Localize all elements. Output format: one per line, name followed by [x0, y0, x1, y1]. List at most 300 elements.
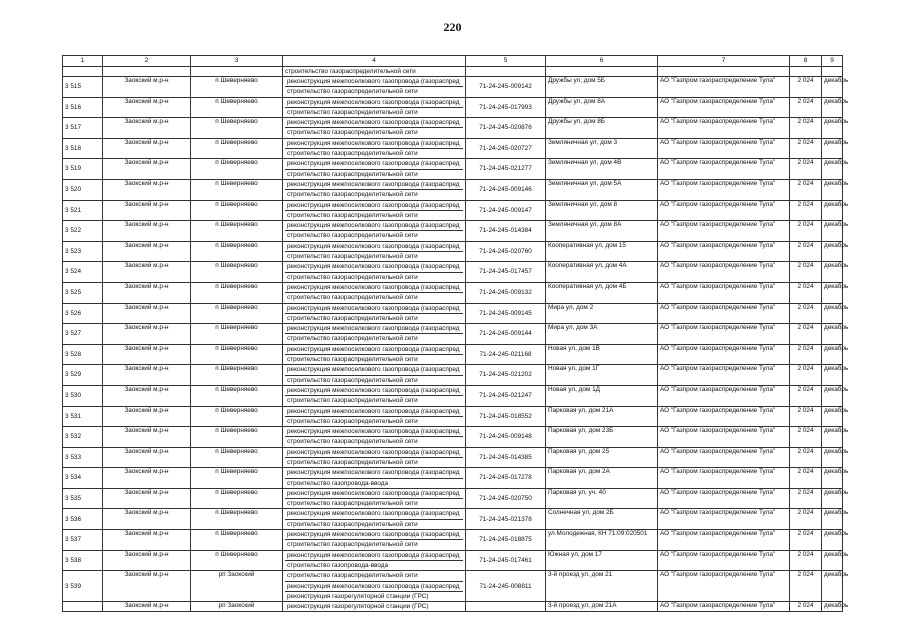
application-code-cell: 71-24-245-021168	[466, 344, 546, 365]
organization-cell: АО "Газпром газораспределение Тула"	[658, 200, 790, 221]
month-cell: декабрь	[822, 571, 843, 602]
row-number-cell: 3 518	[63, 138, 103, 159]
address-cell: Земляничная ул, дом 4В	[546, 159, 658, 180]
year-cell: 2 024	[790, 406, 822, 427]
work-type-line: строительство газораспределительной сети	[287, 170, 418, 178]
work-type-line: строительство газораспределительной сети	[287, 273, 418, 281]
district-cell: Заокский м.р-н	[103, 365, 191, 386]
registry-table	[62, 55, 849, 612]
application-code-cell: 71-24-245-021202	[466, 365, 546, 386]
table-row	[63, 241, 843, 262]
work-type-line: реконструкция межпоселкового газопровода (газораспред	[285, 489, 463, 499]
district-cell: Заокский м.р-н	[103, 179, 191, 200]
year-cell: 2 024	[790, 77, 822, 98]
year-cell: 2 024	[790, 602, 822, 612]
district-cell: Заокский м.р-н	[103, 282, 191, 303]
district-cell: Заокский м.р-н	[103, 138, 191, 159]
month-cell: декабрь	[822, 138, 843, 159]
district-cell: Заокский м.р-н	[103, 303, 191, 324]
district-cell: Заокский м.р-н	[103, 602, 191, 612]
work-type-line: реконструкция межпоселкового газопровода (газораспред	[285, 582, 463, 592]
locality-cell: п Шеверняево	[191, 77, 283, 98]
locality-cell: п Шеверняево	[191, 365, 283, 386]
work-type-cell	[283, 138, 466, 159]
row-number-cell: 3 522	[63, 221, 103, 242]
district-cell: Заокский м.р-н	[103, 447, 191, 468]
year-cell: 2 024	[790, 324, 822, 345]
work-type-cell	[283, 509, 466, 530]
locality-cell: п Шеверняево	[191, 241, 283, 262]
carry-over-cell	[466, 67, 546, 77]
work-type-cell	[283, 468, 466, 489]
locality-cell: п Шеверняево	[191, 488, 283, 509]
work-type-line: строительство газораспределительной сети	[287, 335, 418, 343]
row-number-cell: 3 515	[63, 77, 103, 98]
row-number-cell: 3 516	[63, 97, 103, 118]
address-cell: Новая ул, дом 1Г	[546, 365, 658, 386]
work-type-cell	[283, 385, 466, 406]
locality-cell: п Шеверняево	[191, 159, 283, 180]
locality-cell: рп Заокский	[191, 602, 283, 612]
work-type-cell	[283, 179, 466, 200]
work-type-line: строительство газораспределительной сети	[287, 541, 418, 549]
column-header-6: 6	[546, 56, 658, 67]
carry-over-cell	[790, 67, 822, 77]
work-type-line: строительство газораспределительной сети	[287, 417, 418, 425]
carry-over-work-cell: строительство газораспределительной сети	[283, 67, 466, 77]
work-type-line: строительство газораспределительной сети	[287, 108, 418, 116]
table-row	[63, 179, 843, 200]
work-type-line: реконструкция межпоселкового газопровода (газораспред	[285, 221, 463, 231]
organization-cell: АО "Газпром газораспределение Тула"	[658, 138, 790, 159]
month-cell: декабрь	[822, 221, 843, 242]
organization-cell: АО "Газпром газораспределение Тула"	[658, 344, 790, 365]
address-cell: Парковая ул, дом 25	[546, 447, 658, 468]
year-cell: 2 024	[790, 468, 822, 489]
address-cell: Южная ул, дом 17	[546, 550, 658, 571]
address-cell: Земляничная ул, дом 3	[546, 138, 658, 159]
organization-cell: АО "Газпром газораспределение Тула"	[658, 179, 790, 200]
year-cell: 2 024	[790, 427, 822, 448]
column-header-3: 3	[191, 56, 283, 67]
address-cell: 3-й проезд ул, дом 21	[546, 571, 658, 602]
organization-cell: АО "Газпром газораспределение Тула"	[658, 97, 790, 118]
application-code-cell: 71-24-245-008811	[466, 571, 546, 602]
locality-cell: п Шеверняево	[191, 427, 283, 448]
application-code-cell: 71-24-245-020727	[466, 138, 546, 159]
table-row	[63, 468, 843, 489]
month-cell: декабрь	[822, 303, 843, 324]
row-number-cell: 3 517	[63, 118, 103, 139]
table-row	[63, 138, 843, 159]
work-type-line: строительство газораспределительной сети	[287, 376, 418, 384]
locality-cell: п Шеверняево	[191, 385, 283, 406]
application-code-cell: 71-24-245-021378	[466, 509, 546, 530]
table-row	[63, 385, 843, 406]
organization-cell: АО "Газпром газораспределение Тула"	[658, 324, 790, 345]
row-number-cell: 3 529	[63, 365, 103, 386]
row-number-cell: 3 538	[63, 550, 103, 571]
work-type-cell	[283, 97, 466, 118]
work-type-cell	[283, 221, 466, 242]
work-type-line: строительство газораспределительной сети	[287, 129, 418, 137]
address-cell: 3-й проезд ул, дом 21А	[546, 602, 658, 612]
work-type-line: реконструкция газорегуляторной станции (ГРС)	[287, 603, 429, 611]
carry-over-row	[63, 67, 843, 77]
table-row	[63, 530, 843, 551]
work-type-cell	[283, 77, 466, 98]
month-cell: декабрь	[822, 97, 843, 118]
application-code-cell	[466, 602, 546, 612]
district-cell: Заокский м.р-н	[103, 550, 191, 571]
work-type-line: реконструкция межпоселкового газопровода (газораспред	[285, 283, 463, 293]
row-number-cell: 3 525	[63, 282, 103, 303]
application-code-cell: 71-24-245-009146	[466, 179, 546, 200]
application-code-cell: 71-24-245-020750	[466, 488, 546, 509]
row-number-cell: 3 536	[63, 509, 103, 530]
organization-cell: АО "Газпром газораспределение Тула"	[658, 221, 790, 242]
district-cell: Заокский м.р-н	[103, 344, 191, 365]
district-cell: Заокский м.р-н	[103, 509, 191, 530]
application-code-cell: 71-24-245-009148	[466, 427, 546, 448]
application-code-cell: 71-24-245-009145	[466, 303, 546, 324]
work-type-line: реконструкция межпоселкового газопровода (газораспред	[285, 180, 463, 190]
column-header-8: 8	[790, 56, 822, 67]
row-number-cell: 3 533	[63, 447, 103, 468]
table-row	[63, 571, 843, 602]
organization-cell: АО "Газпром газораспределение Тула"	[658, 406, 790, 427]
month-cell: декабрь	[822, 406, 843, 427]
locality-cell: рп Заокский	[191, 571, 283, 602]
district-cell: Заокский м.р-н	[103, 262, 191, 283]
month-cell: декабрь	[822, 241, 843, 262]
year-cell: 2 024	[790, 97, 822, 118]
month-cell: декабрь	[822, 488, 843, 509]
address-cell: Мира ул, дом 2	[546, 303, 658, 324]
year-cell: 2 024	[790, 179, 822, 200]
locality-cell: п Шеверняево	[191, 468, 283, 489]
application-code-cell: 71-24-245-018875	[466, 530, 546, 551]
application-code-cell: 71-24-245-020876	[466, 118, 546, 139]
month-cell: декабрь	[822, 427, 843, 448]
locality-cell: п Шеверняево	[191, 530, 283, 551]
work-type-line: реконструкция межпоселкового газопровода (газораспред	[285, 345, 463, 355]
district-cell: Заокский м.р-н	[103, 385, 191, 406]
month-cell: декабрь	[822, 77, 843, 98]
column-header-9: 9	[822, 56, 843, 67]
district-cell: Заокский м.р-н	[103, 468, 191, 489]
organization-cell: АО "Газпром газораспределение Тула"	[658, 241, 790, 262]
work-type-cell	[283, 406, 466, 427]
district-cell: Заокский м.р-н	[103, 488, 191, 509]
table-row	[63, 344, 843, 365]
table-row	[63, 488, 843, 509]
month-cell: декабрь	[822, 550, 843, 571]
work-type-line: реконструкция межпоселкового газопровода (газораспред	[285, 201, 463, 211]
month-cell: декабрь	[822, 509, 843, 530]
work-type-cell	[283, 550, 466, 571]
work-type-line: реконструкция межпоселкового газопровода (газораспред	[285, 304, 463, 314]
month-cell: декабрь	[822, 324, 843, 345]
district-cell: Заокский м.р-н	[103, 241, 191, 262]
year-cell: 2 024	[790, 159, 822, 180]
work-type-cell	[283, 344, 466, 365]
year-cell: 2 024	[790, 241, 822, 262]
locality-cell: п Шеверняево	[191, 509, 283, 530]
district-cell: Заокский м.р-н	[103, 118, 191, 139]
work-type-line: реконструкция межпоселкового газопровода (газораспред	[285, 468, 463, 478]
application-code-cell: 71-24-245-009147	[466, 200, 546, 221]
column-header-5: 5	[466, 56, 546, 67]
work-type-cell	[283, 241, 466, 262]
address-cell: Земляничная ул, дом 8	[546, 200, 658, 221]
work-type-line: реконструкция межпоселкового газопровода (газораспред	[285, 407, 463, 417]
district-cell: Заокский м.р-н	[103, 427, 191, 448]
application-code-cell: 71-24-245-021247	[466, 385, 546, 406]
district-cell: Заокский м.р-н	[103, 530, 191, 551]
row-number-cell: 3 523	[63, 241, 103, 262]
year-cell: 2 024	[790, 385, 822, 406]
carry-over-cell	[103, 67, 191, 77]
row-number-cell: 3 535	[63, 488, 103, 509]
address-cell: Дружбы ул, дом 5Б	[546, 77, 658, 98]
work-type-line: реконструкция межпоселкового газопровода (газораспред	[285, 262, 463, 272]
application-code-cell: 71-24-245-014385	[466, 447, 546, 468]
work-type-cell	[283, 602, 466, 612]
work-type-line: строительство газопровода-ввода	[287, 561, 389, 569]
organization-cell: АО "Газпром газораспределение Тула"	[658, 602, 790, 612]
row-number-cell: 3 524	[63, 262, 103, 283]
table-row	[63, 602, 843, 612]
month-cell: декабрь	[822, 159, 843, 180]
organization-cell: АО "Газпром газораспределение Тула"	[658, 427, 790, 448]
locality-cell: п Шеверняево	[191, 406, 283, 427]
work-type-cell	[283, 200, 466, 221]
work-type-line: реконструкция межпоселкового газопровода (газораспред	[285, 448, 463, 458]
locality-cell: п Шеверняево	[191, 221, 283, 242]
year-cell: 2 024	[790, 282, 822, 303]
work-type-cell	[283, 303, 466, 324]
work-type-line: строительство газораспределительной сети	[285, 571, 463, 581]
application-code-cell: 71-24-245-020760	[466, 241, 546, 262]
organization-cell: АО "Газпром газораспределение Тула"	[658, 282, 790, 303]
header-row	[63, 56, 843, 67]
locality-cell: п Шеверняево	[191, 324, 283, 345]
district-cell: Заокский м.р-н	[103, 406, 191, 427]
organization-cell: АО "Газпром газораспределение Тула"	[658, 571, 790, 602]
application-code-cell: 71-24-245-018552	[466, 406, 546, 427]
month-cell: декабрь	[822, 602, 843, 612]
work-type-line: строительство газораспределительной сети	[287, 211, 418, 219]
table-row	[63, 303, 843, 324]
application-code-cell: 71-24-245-021277	[466, 159, 546, 180]
work-type-line: реконструкция межпоселкового газопровода (газораспред	[285, 530, 463, 540]
address-cell: Кооперативная ул, дом 15	[546, 241, 658, 262]
year-cell: 2 024	[790, 530, 822, 551]
row-number-cell: 3 519	[63, 159, 103, 180]
column-header-4: 4	[283, 56, 466, 67]
organization-cell: АО "Газпром газораспределение Тула"	[658, 159, 790, 180]
work-type-cell	[283, 427, 466, 448]
work-type-line: реконструкция межпоселкового газопровода (газораспред	[285, 551, 463, 561]
work-type-line: реконструкция межпоселкового газопровода (газораспред	[285, 509, 463, 519]
organization-cell: АО "Газпром газораспределение Тула"	[658, 447, 790, 468]
locality-cell: п Шеверняево	[191, 138, 283, 159]
month-cell: декабрь	[822, 262, 843, 283]
district-cell: Заокский м.р-н	[103, 200, 191, 221]
table-row	[63, 262, 843, 283]
column-header-7: 7	[658, 56, 790, 67]
work-type-line: реконструкция межпоселкового газопровода (газораспред	[285, 118, 463, 128]
row-number-cell: 3 534	[63, 468, 103, 489]
year-cell: 2 024	[790, 221, 822, 242]
application-code-cell: 71-24-245-009144	[466, 324, 546, 345]
district-cell: Заокский м.р-н	[103, 77, 191, 98]
district-cell: Заокский м.р-н	[103, 571, 191, 602]
carry-over-cell	[191, 67, 283, 77]
table-row	[63, 324, 843, 345]
year-cell: 2 024	[790, 200, 822, 221]
work-type-line: строительство газораспределительной сети	[287, 294, 418, 302]
work-type-line: реконструкция межпоселкового газопровода (газораспред	[285, 427, 463, 437]
organization-cell: АО "Газпром газораспределение Тула"	[658, 509, 790, 530]
work-type-cell	[283, 262, 466, 283]
work-type-cell	[283, 159, 466, 180]
district-cell: Заокский м.р-н	[103, 324, 191, 345]
year-cell: 2 024	[790, 344, 822, 365]
address-cell: Новая ул, дом 1Д	[546, 385, 658, 406]
work-type-line: реконструкция межпоселкового газопровода (газораспред	[285, 159, 463, 169]
locality-cell: п Шеверняево	[191, 262, 283, 283]
year-cell: 2 024	[790, 118, 822, 139]
work-type-line: реконструкция межпоселкового газопровода (газораспред	[285, 242, 463, 252]
application-code-cell: 71-24-245-017278	[466, 468, 546, 489]
address-cell: Мира ул, дом 3А	[546, 324, 658, 345]
organization-cell: АО "Газпром газораспределение Тула"	[658, 365, 790, 386]
locality-cell: п Шеверняево	[191, 447, 283, 468]
address-cell: Земляничная ул, дом 5А	[546, 179, 658, 200]
application-code-cell: 71-24-245-009132	[466, 282, 546, 303]
work-type-line: строительство газораспределительной сети	[287, 438, 418, 446]
row-number-cell: 3 531	[63, 406, 103, 427]
organization-cell: АО "Газпром газораспределение Тула"	[658, 77, 790, 98]
work-type-line: строительство газораспределительной сети	[287, 356, 418, 364]
work-type-line: строительство газораспределительной сети	[287, 191, 418, 199]
row-number-cell: 3 527	[63, 324, 103, 345]
work-type-line: реконструкция межпоселкового газопровода (газораспред	[285, 365, 463, 375]
page-number: 220	[443, 20, 462, 34]
work-type-line: строительство газораспределительной сети	[287, 232, 418, 240]
row-number-cell: 3 528	[63, 344, 103, 365]
month-cell: декабрь	[822, 530, 843, 551]
locality-cell: п Шеверняево	[191, 200, 283, 221]
address-cell: Парковая ул, дом 2А	[546, 468, 658, 489]
locality-cell: п Шеверняево	[191, 550, 283, 571]
work-type-cell	[283, 571, 466, 602]
table-row	[63, 97, 843, 118]
month-cell: декабрь	[822, 179, 843, 200]
month-cell: декабрь	[822, 447, 843, 468]
table-header	[63, 56, 843, 67]
month-cell: декабрь	[822, 385, 843, 406]
row-number-cell: 3 526	[63, 303, 103, 324]
application-code-cell: 71-24-245-017993	[466, 97, 546, 118]
work-type-line: реконструкция газорегуляторной станции (ГРС)	[287, 592, 429, 600]
row-number-cell: 3 532	[63, 427, 103, 448]
application-code-cell: 71-24-245-017457	[466, 262, 546, 283]
locality-cell: п Шеверняево	[191, 118, 283, 139]
table-row	[63, 509, 843, 530]
work-type-cell	[283, 324, 466, 345]
table-row	[63, 159, 843, 180]
work-type-line: строительство газораспределительной сети	[287, 88, 418, 96]
address-cell: Земляничная ул, дом 8А	[546, 221, 658, 242]
column-header-2: 2	[103, 56, 191, 67]
work-type-line: реконструкция межпоселкового газопровода (газораспред	[285, 324, 463, 334]
year-cell: 2 024	[790, 550, 822, 571]
work-type-line: реконструкция межпоселкового газопровода (газораспред	[285, 139, 463, 149]
carry-over-cell	[822, 67, 843, 77]
carry-over-cell	[546, 67, 658, 77]
row-number-cell	[63, 602, 103, 612]
year-cell: 2 024	[790, 571, 822, 602]
district-cell: Заокский м.р-н	[103, 159, 191, 180]
work-type-line: строительство газораспределительной сети	[287, 253, 418, 261]
organization-cell: АО "Газпром газораспределение Тула"	[658, 468, 790, 489]
district-cell: Заокский м.р-н	[103, 97, 191, 118]
month-cell: декабрь	[822, 344, 843, 365]
address-cell: Парковая ул, дом 23Б	[546, 427, 658, 448]
table-row	[63, 77, 843, 98]
address-cell: Кооперативная ул, дом 4Б	[546, 282, 658, 303]
organization-cell: АО "Газпром газораспределение Тула"	[658, 118, 790, 139]
table-row	[63, 447, 843, 468]
month-cell: декабрь	[822, 365, 843, 386]
organization-cell: АО "Газпром газораспределение Тула"	[658, 303, 790, 324]
year-cell: 2 024	[790, 488, 822, 509]
table-row	[63, 406, 843, 427]
address-cell: Парковая ул, дом 21А	[546, 406, 658, 427]
row-number-cell: 3 539	[63, 571, 103, 602]
year-cell: 2 024	[790, 447, 822, 468]
organization-cell: АО "Газпром газораспределение Тула"	[658, 530, 790, 551]
locality-cell: п Шеверняево	[191, 303, 283, 324]
table-row	[63, 221, 843, 242]
work-type-cell	[283, 118, 466, 139]
address-cell: Новая ул, дом 1В	[546, 344, 658, 365]
table-row	[63, 550, 843, 571]
year-cell: 2 024	[790, 138, 822, 159]
year-cell: 2 024	[790, 303, 822, 324]
work-type-line: строительство газораспределительной сети	[287, 314, 418, 322]
address-cell: Дружбы ул, дом 8А	[546, 97, 658, 118]
locality-cell: п Шеверняево	[191, 282, 283, 303]
month-cell: декабрь	[822, 282, 843, 303]
month-cell: декабрь	[822, 200, 843, 221]
work-type-line: реконструкция межпоселкового газопровода (газораспред	[285, 386, 463, 396]
work-type-line: строительство газораспределительной сети	[287, 397, 418, 405]
application-code-cell: 71-24-245-017461	[466, 550, 546, 571]
organization-cell: АО "Газпром газораспределение Тула"	[658, 550, 790, 571]
work-type-line: строительство газораспределительной сети	[287, 520, 418, 528]
organization-cell: АО "Газпром газораспределение Тула"	[658, 385, 790, 406]
column-header-1: 1	[63, 56, 103, 67]
work-type-cell	[283, 282, 466, 303]
table-row	[63, 200, 843, 221]
work-type-line: строительство газораспределительной сети	[287, 150, 418, 158]
work-type-line: реконструкция межпоселкового газопровода (газораспред	[285, 98, 463, 108]
table-row	[63, 282, 843, 303]
